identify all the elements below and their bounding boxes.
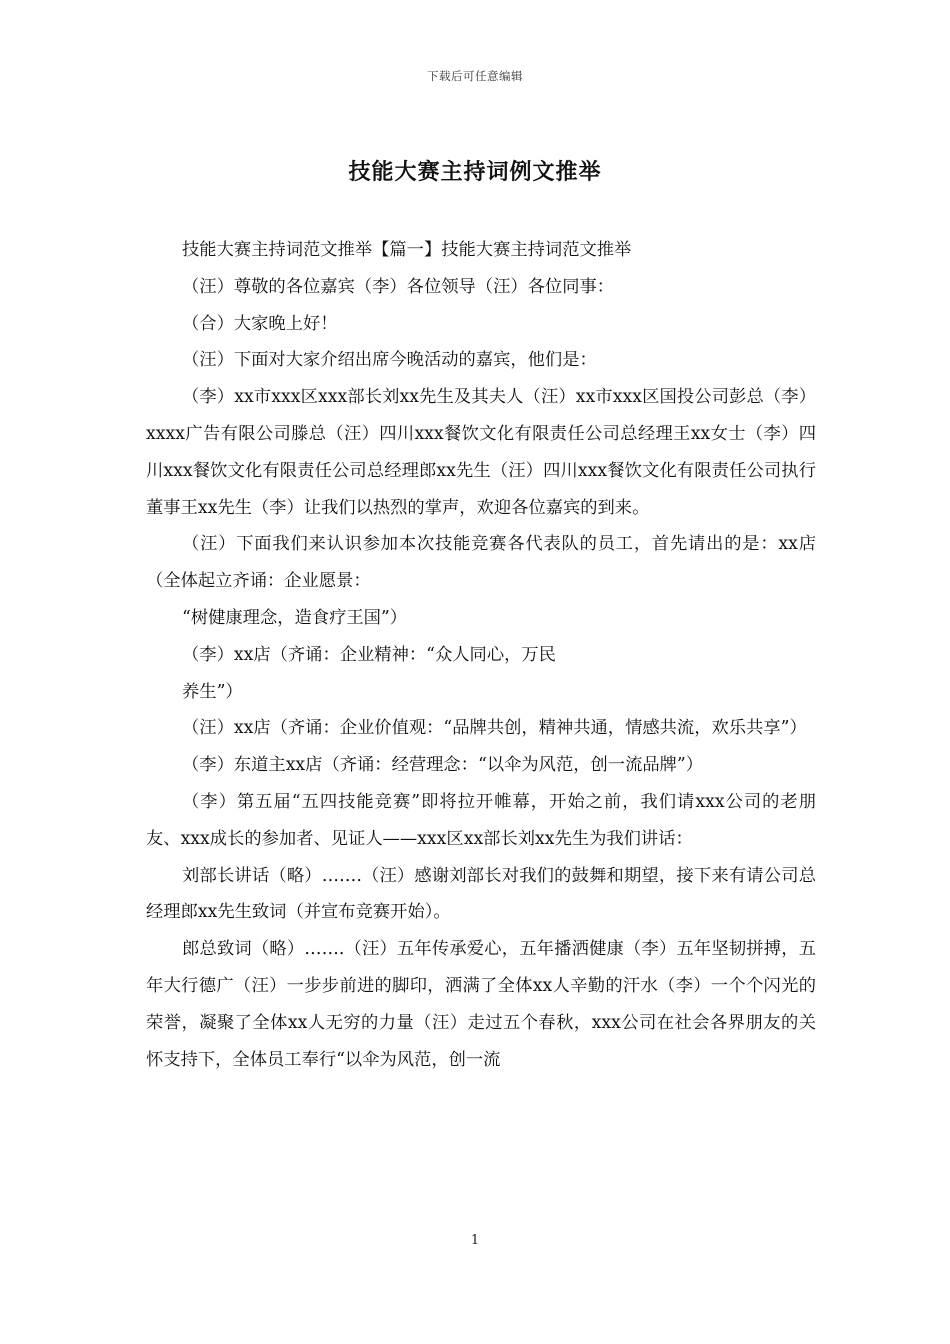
paragraph: （汪）xx店（齐诵：企业价值观：“品牌共创，精神共通，情感共流，欢乐共享”） xyxy=(182,718,807,739)
paragraph: 养生”） xyxy=(182,681,243,702)
paragraph: （李）第五届“五四技能竞赛”即将拉开帷幕，开始之前，我们请xxx公司的老朋友、xxx成长的参加者、见证人——xxx区xx部长刘xx先生为我们讲话： xyxy=(146,791,816,849)
page-header-note: 下载后可任意编辑 xyxy=(427,69,523,83)
paragraph: （汪）下面对大家介绍出席今晚活动的嘉宾，他们是： xyxy=(182,350,597,371)
paragraph: 刘部长讲话（略）…….（汪）感谢刘部长对我们的鼓舞和期望，接下来有请公司总经理郎xx先生致词（并宣布竞赛开始）。 xyxy=(146,865,816,923)
paragraph: （李）东道主xx店（齐诵：经营理念：“以伞为风范，创一流品牌”） xyxy=(182,755,704,776)
document-title: 技能大赛主持词例文推举 xyxy=(348,159,602,185)
paragraph: （李）xx店（齐诵：企业精神：“众人同心，万民 xyxy=(182,644,556,665)
paragraph: （汪）下面我们来认识参加本次技能竞赛各代表队的员工，首先请出的是：xx店（全体起立齐诵：企业愿景： xyxy=(146,534,816,592)
paragraph: （李）xx市xxx区xxx部长刘xx先生及其夫人（汪）xx市xxx区国投公司彭总（李）xxxx广告有限公司滕总（汪）四川xxx餐饮文化有限责任公司总经理王xx女士（李）四川xxx餐饮文化有限责任公司总经理郎xx先生（汪）四川xxx餐饮文化有限责任公司执行董事王xx先生（李）让我们以热烈的掌声，欢迎各位嘉宾的到来。 xyxy=(146,387,816,518)
document-body xyxy=(146,232,816,1078)
paragraph: “树健康理念，造食疗王国”） xyxy=(182,607,408,628)
paragraph: （合）大家晚上好！ xyxy=(182,313,338,334)
paragraph: 郎总致词（略）…….（汪）五年传承爱心，五年播洒健康（李）五年坚韧拼搏，五年大行德广（汪）一步步前进的脚印，洒满了全体xx人辛勤的汗水（李）一个个闪光的荣誉，凝聚了全体xx人无穷的力量（汪）走过五个春秋，xxx公司在社会各界朋友的关怀支持下，全体员工奉行“以伞为风范，创一流 xyxy=(146,939,816,1070)
paragraph: （汪）尊敬的各位嘉宾（李）各位领导（汪）各位同事： xyxy=(182,276,615,297)
paragraph: 技能大赛主持词范文推举【篇一】技能大赛主持词范文推举 xyxy=(182,240,632,260)
page-number: 1 xyxy=(470,1233,480,1248)
